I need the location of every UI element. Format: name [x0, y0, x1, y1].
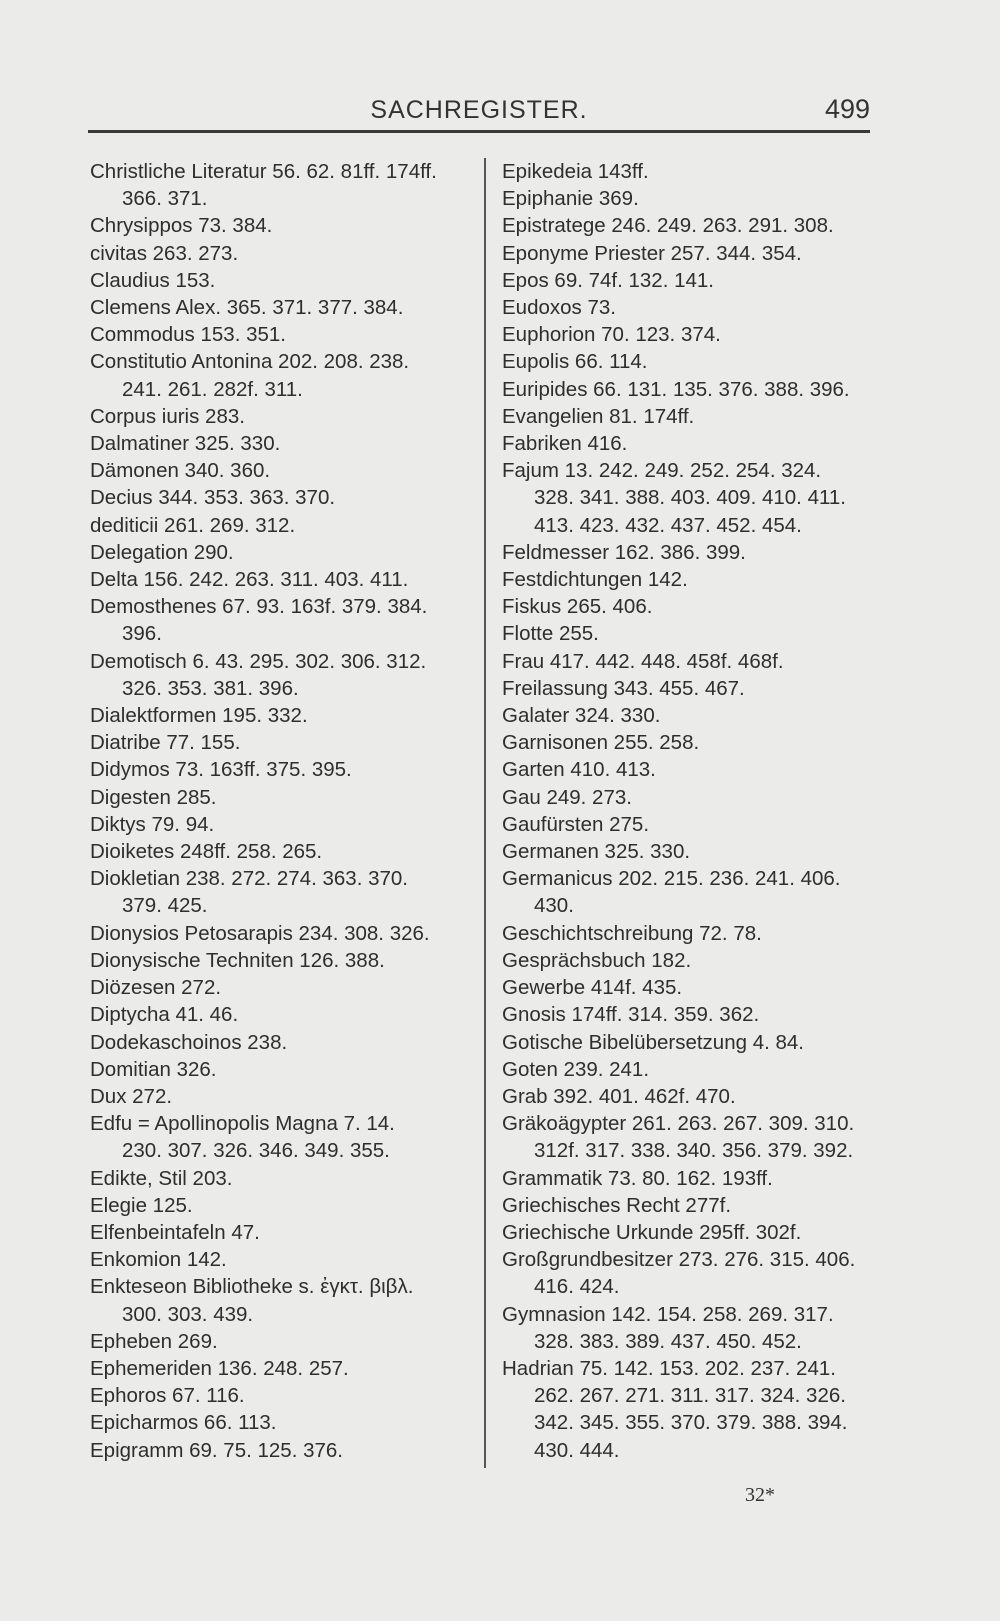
entry-text: Enkteseon Bibliotheke s. ἐγκτ. βιβλ. [90, 1275, 414, 1299]
entry-text: Gesprächsbuch 182. [502, 948, 692, 972]
index-entry [502, 1029, 882, 1056]
index-entry [90, 566, 470, 593]
entry-continuation: 366. 371. [122, 187, 208, 211]
index-entry [90, 1083, 470, 1110]
index-entry [90, 158, 470, 212]
index-entry [502, 1301, 882, 1355]
index-entry [502, 185, 882, 212]
entry-text: Galater 324. 330. [502, 704, 661, 728]
index-entry [502, 1192, 882, 1219]
index-entry [90, 294, 470, 321]
entry-text: Fabriken 416. [502, 432, 628, 456]
entry-text: Gymnasion 142. 154. 258. 269. 317. [502, 1302, 834, 1326]
index-entry [502, 838, 882, 865]
index-entry [90, 430, 470, 457]
index-entry [502, 1355, 882, 1464]
index-entry [502, 784, 882, 811]
entry-text: Dalmatiner 325. 330. [90, 432, 281, 456]
entry-continuation: 430. [534, 894, 574, 918]
entry-text: Demotisch 6. 43. 295. 302. 306. 312. [90, 649, 427, 673]
entry-text: Festdichtungen 142. [502, 568, 688, 592]
entry-text: Gnosis 174ff. 314. 359. 362. [502, 1003, 760, 1027]
entry-text: Germanen 325. 330. [502, 840, 691, 864]
entry-text: Delta 156. 242. 263. 311. 403. 411. [90, 568, 409, 592]
index-entry [90, 784, 470, 811]
index-entry [502, 294, 882, 321]
index-entry [502, 675, 882, 702]
index-entry [502, 539, 882, 566]
entry-text: dediticii 261. 269. 312. [90, 513, 296, 537]
index-entry [90, 1001, 470, 1028]
index-entry [502, 566, 882, 593]
entry-continuation: 379. 425. [122, 894, 208, 918]
entry-text: Diptycha 41. 46. [90, 1003, 239, 1027]
index-entry [90, 729, 470, 756]
index-entry [90, 1029, 470, 1056]
index-entry [90, 403, 470, 430]
index-entry [502, 729, 882, 756]
signature-mark: 32* [745, 1484, 775, 1506]
entry-text: Edfu = Apollinopolis Magna 7. 14. [90, 1112, 395, 1136]
index-entry [90, 702, 470, 729]
index-entry [502, 947, 882, 974]
entry-text: Gaufürsten 275. [502, 812, 650, 836]
index-entry [90, 974, 470, 1001]
index-entry [90, 1328, 470, 1355]
entry-text: Freilassung 343. 455. 467. [502, 676, 745, 700]
entry-text: Grab 392. 401. 462f. 470. [502, 1084, 736, 1108]
entry-text: Clemens Alex. 365. 371. 377. 384. [90, 296, 404, 320]
index-entry [90, 321, 470, 348]
entry-text: Claudius 153. [90, 268, 216, 292]
index-entry [90, 1382, 470, 1409]
entry-text: Eudoxos 73. [502, 296, 616, 320]
index-entry [90, 212, 470, 239]
index-entry [90, 539, 470, 566]
entry-text: Gräkoägypter 261. 263. 267. 309. 310. [502, 1112, 855, 1136]
entry-continuation: 416. 424. [534, 1275, 620, 1299]
index-entry [90, 811, 470, 838]
index-entry [90, 348, 470, 402]
index-entry [502, 376, 882, 403]
index-entry [502, 267, 882, 294]
entry-text: Griechische Urkunde 295ff. 302f. [502, 1220, 802, 1244]
entry-text: Edikte, Stil 203. [90, 1166, 233, 1190]
entry-text: Elfenbeintafeln 47. [90, 1220, 260, 1244]
index-entry [502, 811, 882, 838]
entry-text: Dionysios Petosarapis 234. 308. 326. [90, 921, 430, 945]
entry-text: Hadrian 75. 142. 153. 202. 237. 241. [502, 1356, 836, 1380]
entry-text: Dionysische Techniten 126. 388. [90, 948, 385, 972]
entry-text: Grammatik 73. 80. 162. 193ff. [502, 1166, 773, 1190]
index-entry [90, 865, 470, 919]
index-entry [502, 1110, 882, 1164]
entry-text: Germanicus 202. 215. 236. 241. 406. [502, 867, 841, 891]
entry-text: Fajum 13. 242. 249. 252. 254. 324. [502, 459, 822, 483]
entry-text: Chrysippos 73. 384. [90, 214, 273, 238]
entry-text: Dux 272. [90, 1084, 173, 1108]
entry-continuation: 241. 261. 282f. 311. [122, 377, 303, 401]
entry-text: Constitutio Antonina 202. 208. 238. [90, 350, 410, 374]
index-entry [90, 1355, 470, 1382]
entry-text: civitas 263. 273. [90, 241, 239, 265]
index-entry [502, 348, 882, 375]
index-entry [502, 1219, 882, 1246]
column-divider [484, 158, 486, 1468]
entry-text: Ephemeriden 136. 248. 257. [90, 1356, 349, 1380]
index-entry [90, 593, 470, 647]
entry-text: Dodekaschoinos 238. [90, 1030, 288, 1054]
index-entry [502, 212, 882, 239]
page-header [88, 96, 870, 132]
entry-text: Dialektformen 195. 332. [90, 704, 308, 728]
entry-text: Epos 69. 74f. 132. 141. [502, 268, 714, 292]
entry-text: Feldmesser 162. 386. 399. [502, 540, 746, 564]
entry-text: Evangelien 81. 174ff. [502, 404, 695, 428]
entry-text: Didymos 73. 163ff. 375. 395. [90, 758, 352, 782]
header-rule [88, 130, 870, 133]
index-entry [502, 321, 882, 348]
index-entry [502, 702, 882, 729]
index-entry [90, 838, 470, 865]
entry-continuation: 328. 383. 389. 437. 450. 452. [534, 1329, 802, 1353]
index-entry [502, 865, 882, 919]
index-entry [90, 484, 470, 511]
entry-text: Corpus iuris 283. [90, 404, 245, 428]
entry-text: Elegie 125. [90, 1193, 193, 1217]
entry-text: Gotische Bibelübersetzung 4. 84. [502, 1030, 804, 1054]
entry-text: Diözesen 272. [90, 976, 222, 1000]
index-entry [502, 1246, 882, 1300]
right-index-column [502, 158, 882, 1464]
index-entry [502, 1083, 882, 1110]
index-entry [502, 240, 882, 267]
entry-text: Garnisonen 255. 258. [502, 731, 700, 755]
entry-text: Garten 410. 413. [502, 758, 656, 782]
entry-continuation: 396. [122, 622, 162, 646]
entry-text: Digesten 285. [90, 785, 217, 809]
index-entry [90, 1192, 470, 1219]
entry-text: Euripides 66. 131. 135. 376. 388. 396. [502, 377, 850, 401]
entry-text: Geschichtschreibung 72. 78. [502, 921, 762, 945]
entry-text: Eponyme Priester 257. 344. 354. [502, 241, 802, 265]
index-entry [90, 1246, 470, 1273]
entry-text: Epheben 269. [90, 1329, 218, 1353]
entry-text: Gewerbe 414f. 435. [502, 976, 683, 1000]
index-entry [502, 430, 882, 457]
index-entry [90, 1273, 470, 1327]
index-entry [90, 1437, 470, 1464]
index-entry [90, 1409, 470, 1436]
entry-text: Ephoros 67. 116. [90, 1384, 245, 1408]
index-entry [90, 1165, 470, 1192]
index-entry [90, 512, 470, 539]
entry-continuation: 230. 307. 326. 346. 349. 355. [122, 1139, 390, 1163]
entry-text: Decius 344. 353. 363. 370. [90, 486, 336, 510]
index-entry [502, 457, 882, 539]
index-entry [502, 158, 882, 185]
entry-text: Dämonen 340. 360. [90, 459, 271, 483]
entry-text: Flotte 255. [502, 622, 599, 646]
index-entry [502, 756, 882, 783]
entry-text: Euphorion 70. 123. 374. [502, 323, 721, 347]
entry-text: Epikedeia 143ff. [502, 160, 649, 183]
index-entry [502, 593, 882, 620]
index-entry [90, 1056, 470, 1083]
entry-text: Epistratege 246. 249. 263. 291. 308. [502, 214, 834, 238]
entry-text: Epiphanie 369. [502, 187, 639, 211]
index-entry [90, 920, 470, 947]
index-entry [90, 457, 470, 484]
index-entry [502, 920, 882, 947]
entry-text: Delegation 290. [90, 540, 234, 564]
index-entry [502, 403, 882, 430]
entry-text: Commodus 153. 351. [90, 323, 287, 347]
entry-continuation: 328. 341. 388. 403. 409. 410. 411. 413. 423. 432. 437. 452. 454. [534, 486, 846, 537]
entry-text: Gau 249. 273. [502, 785, 632, 809]
index-entry [90, 1219, 470, 1246]
index-entry [90, 756, 470, 783]
entry-text: Dioiketes 248ff. 258. 265. [90, 840, 323, 864]
entry-text: Goten 239. 241. [502, 1057, 650, 1081]
entry-text: Christliche Literatur 56. 62. 81ff. 174ff. [90, 160, 437, 183]
index-entry [90, 240, 470, 267]
page-number: 499 [824, 94, 870, 124]
entry-text: Griechisches Recht 277f. [502, 1193, 732, 1217]
left-index-column [90, 158, 470, 1464]
entry-text: Demosthenes 67. 93. 163f. 379. 384. [90, 595, 428, 619]
entry-text: Diokletian 238. 272. 274. 363. 370. [90, 867, 408, 891]
entry-text: Frau 417. 442. 448. 458f. 468f. [502, 649, 784, 673]
entry-continuation: 300. 303. 439. [122, 1302, 254, 1326]
index-entry [90, 1110, 470, 1164]
entry-text: Fiskus 265. 406. [502, 595, 653, 619]
index-entry [502, 1165, 882, 1192]
entry-text: Diatribe 77. 155. [90, 731, 241, 755]
entry-text: Diktys 79. 94. [90, 812, 215, 836]
index-entry [502, 620, 882, 647]
entry-text: Epicharmos 66. 113. [90, 1411, 277, 1435]
entry-text: Eupolis 66. 114. [502, 350, 648, 374]
entry-continuation: 312f. 317. 338. 340. 356. 379. 392. [534, 1139, 854, 1163]
entry-text: Großgrundbesitzer 273. 276. 315. 406. [502, 1248, 856, 1272]
index-entry [90, 648, 470, 702]
index-entry [502, 1056, 882, 1083]
entry-text: Domitian 326. [90, 1057, 217, 1081]
index-entry [90, 267, 470, 294]
entry-text: Enkomion 142. [90, 1248, 227, 1272]
index-entry [502, 1001, 882, 1028]
index-entry [502, 974, 882, 1001]
entry-text: Epigramm 69. 75. 125. 376. [90, 1438, 343, 1462]
index-entry [90, 947, 470, 974]
entry-continuation: 262. 267. 271. 311. 317. 324. 326. 342. 345. 355. 370. 379. 388. 394. 430. 444. [534, 1384, 848, 1462]
entry-continuation: 326. 353. 381. 396. [122, 676, 299, 700]
index-entry [502, 648, 882, 675]
running-title: SACHREGISTER. [370, 96, 588, 124]
